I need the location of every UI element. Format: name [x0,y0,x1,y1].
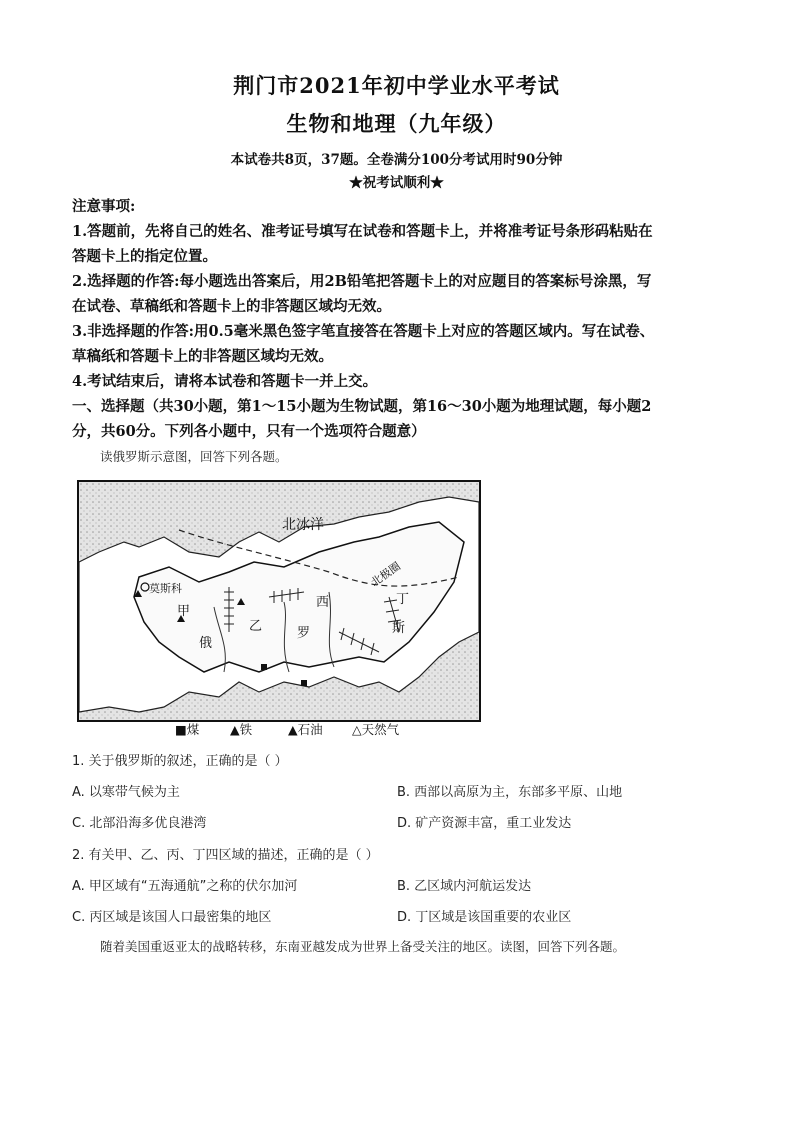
map-label-arctic-circle: 北极圈 [368,559,404,590]
russia-map [77,480,481,722]
map-label-ding: 丁 [396,592,410,607]
legend-iron: ▲铁 [230,722,253,737]
map-label-e: 俄 [199,636,213,651]
notes-line: 一、选择题（共30小题，第1～15小题为生物试题，第16～30小题为地理试题，每小题2 [72,398,652,415]
notes-line: 草稿纸和答题卡上的非答题区域均无效。 [72,348,333,365]
map-label-luo: 罗 [297,626,311,641]
notes-line: 4.考试结束后，请将本试卷和答题卡一并上交。 [72,373,378,390]
notes-heading: 注意事项: [72,198,136,215]
map-label-si: 斯 [392,621,406,636]
russia-map-drawing [79,482,479,720]
notes-line: 答题卡上的指定位置。 [72,248,217,265]
legend-coal: ■煤 [175,722,200,737]
legend-gas: △天然气 [352,722,400,737]
notes-line: 分，共60分。下列各小题中，只有一个选项符合题意） [72,423,426,440]
map-label-yi: 乙 [249,619,263,634]
map-label-arctic-ocean: 北冰洋 [282,517,324,533]
exam-wish: ★祝考试顺利★ [349,175,444,191]
reading-prompt-russia: 读俄罗斯示意图，回答下列各题。 [100,449,288,464]
question-2-option-a: A. 甲区域有“五海通航”之称的伏尔加河 [72,879,298,894]
notes-line: 2.选择题的作答:每小题选出答案后，用2B铅笔把答题卡上的对应题目的答案标号涂黑，写 [72,273,652,290]
notes-line: 3.非选择题的作答:用0.5毫米黑色签字笔直接答在答题卡上对应的答题区域内。写在试卷、 [72,323,655,340]
question-1-option-c: C. 北部沿海多优良港湾 [72,816,207,831]
question-2-option-d: D. 丁区域是该国重要的农业区 [397,910,572,925]
exam-subtitle: 生物和地理（九年级） [286,111,507,136]
map-label-xi: 西 [316,595,330,610]
question-1-option-d: D. 矿产资源丰富，重工业发达 [397,816,572,831]
map-label-jia: 甲 [177,604,191,619]
exam-title: 荆门市2021年初中学业水平考试 [233,73,560,98]
notes-line: 在试卷、草稿纸和答题卡上的非答题区域均无效。 [72,298,391,315]
legend-oil: ▲石油 [288,722,323,737]
map-label-moscow: 莫斯科 [149,582,182,595]
question-1-stem: 1. 关于俄罗斯的叙述，正确的是（ ） [72,754,288,769]
question-2-option-c: C. 丙区域是该国人口最密集的地区 [72,910,272,925]
question-1-option-a: A. 以寒带气候为主 [72,785,180,800]
question-2-stem: 2. 有关甲、乙、丙、丁四区域的描述，正确的是（ ） [72,848,379,863]
notes-section [72,194,722,444]
exam-info: 本试卷共8页，37题。全卷满分100分考试用时90分钟 [230,152,563,168]
reading-prompt-southeast-asia: 随着美国重返亚太的战略转移，东南亚越发成为世界上备受关注的地区。读图，回答下列各题。 [100,939,626,954]
notes-line: 1.答题前，先将自己的姓名、准考证号填写在试卷和答题卡上，并将准考证号条形码粘贴在 [72,223,653,240]
question-1-option-b: B. 西部以高原为主，东部多平原、山地 [397,785,623,800]
question-2-option-b: B. 乙区域内河航运发达 [397,879,532,894]
map-legend [170,720,470,740]
